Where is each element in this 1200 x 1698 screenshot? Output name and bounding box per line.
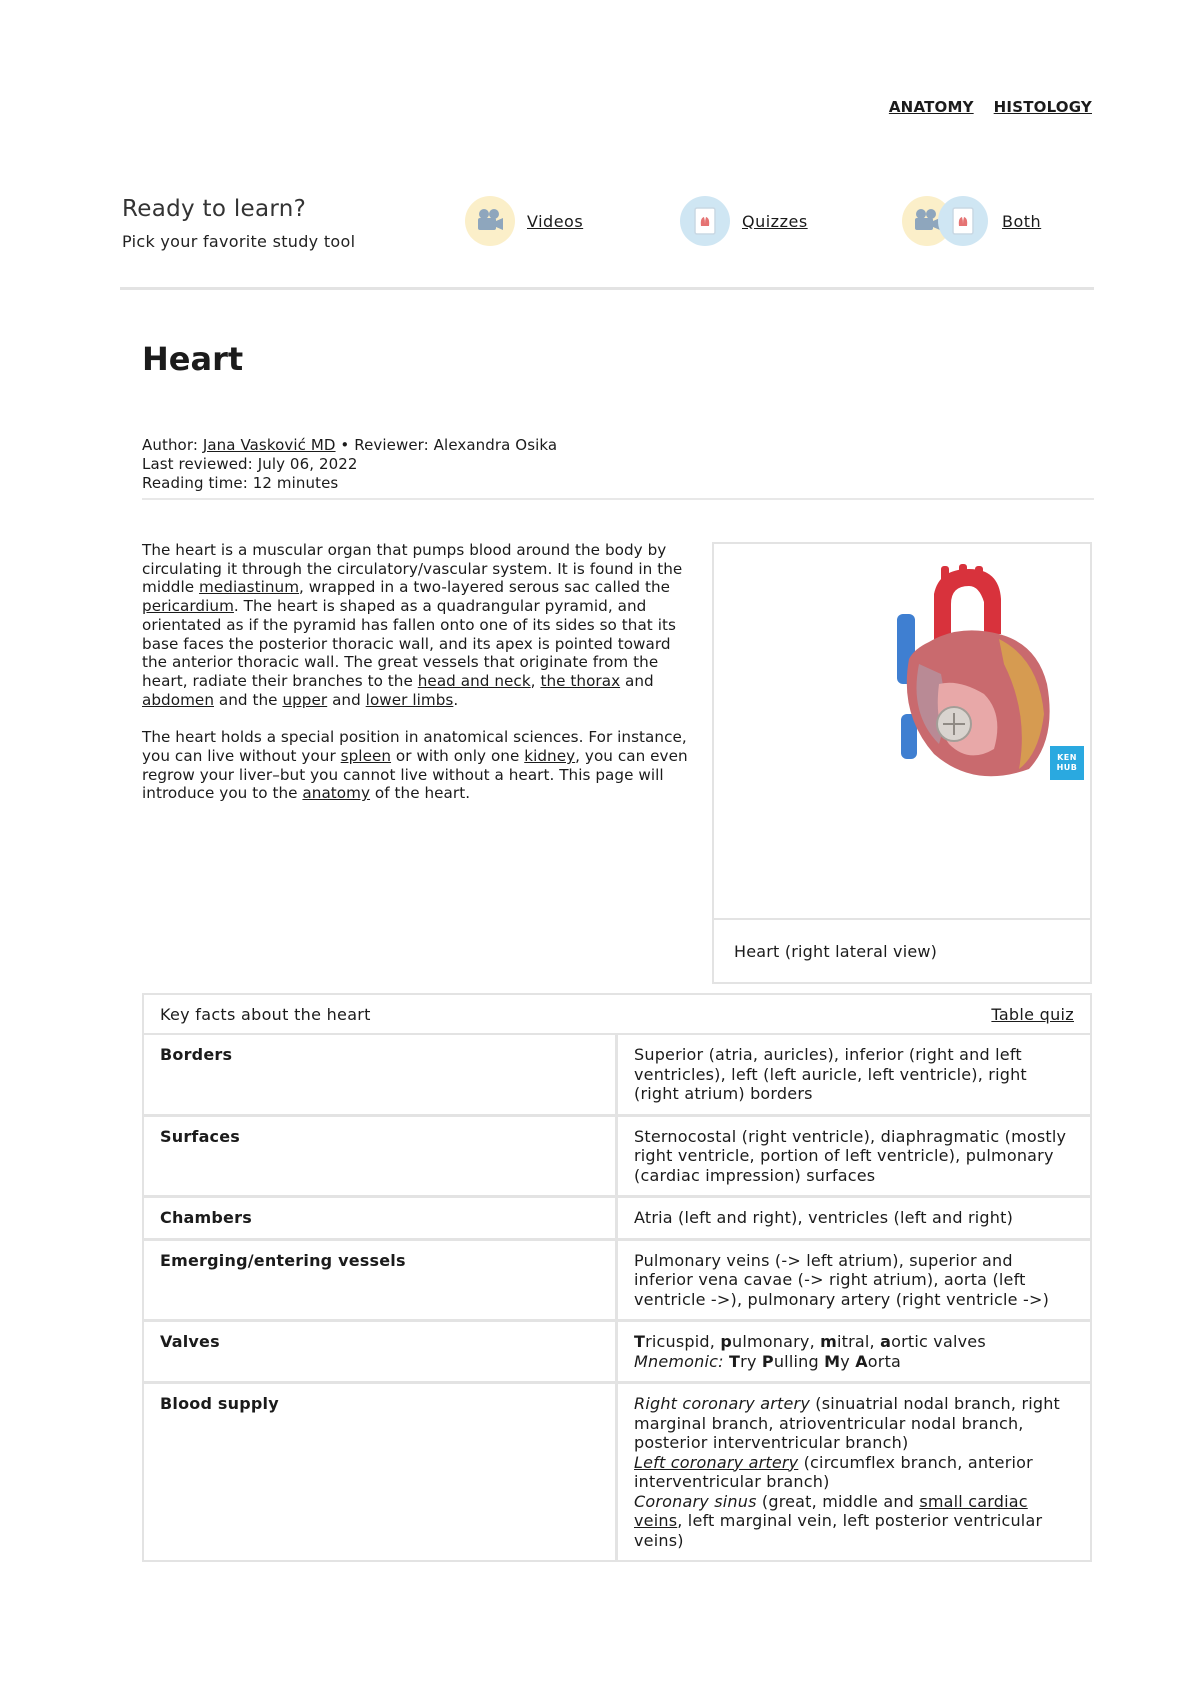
ready-subtitle: Pick your favorite study tool <box>122 232 356 251</box>
both-link[interactable]: Both <box>1002 211 1042 231</box>
author-label: Author: <box>142 436 203 454</box>
top-nav <box>889 98 1092 116</box>
author-link[interactable]: Jana Vasković MD <box>202 436 336 454</box>
table-row <box>144 1035 1090 1117</box>
meta-divider <box>142 498 1094 500</box>
row-key: Valves <box>144 1322 618 1381</box>
heart-figure <box>712 542 1092 984</box>
row-key: Blood supply <box>144 1384 618 1560</box>
left-coronary-artery-entry: Left coronary artery (circumflex branch, anterior interventricular branch) <box>634 1452 1033 1491</box>
lower-limbs-link[interactable]: lower limbs <box>365 690 454 709</box>
nav-histology-link[interactable]: HISTOLOGY <box>993 98 1092 116</box>
row-value: Sternocostal (right ventricle), diaphragmatic (mostly right ventricle, portion of left ventricle), pulmonary (cardiac impression) surfaces <box>634 1126 1067 1185</box>
anatomy-link[interactable]: anatomy <box>302 784 371 803</box>
valves-mnemonic: Mnemonic: Try Pulling My Aorta <box>634 1351 902 1371</box>
videos-link[interactable]: Videos <box>527 211 584 231</box>
table-row <box>144 1241 1090 1323</box>
coronary-sinus-entry: Coronary sinus (great, middle and small cardiac veins, left marginal vein, left posterior ventricular veins) <box>634 1491 1043 1550</box>
page-title: Heart <box>142 340 244 378</box>
spleen-link[interactable]: spleen <box>340 747 392 766</box>
kidney-link[interactable]: kidney <box>524 747 576 766</box>
left-coronary-artery-link[interactable]: Left coronary artery <box>634 1452 799 1472</box>
reading-time: Reading time: 12 minutes <box>142 474 339 492</box>
intro-text <box>142 541 692 803</box>
small-cardiac-veins-link[interactable]: small cardiac veins <box>634 1491 1028 1530</box>
figure-caption: Heart (right lateral view) <box>734 942 938 961</box>
article-meta <box>142 436 557 493</box>
pericardium-link[interactable]: pericardium <box>142 597 234 616</box>
quizzes-tool[interactable] <box>680 196 808 246</box>
upper-limb-link[interactable]: upper <box>282 690 328 709</box>
reviewer-text: • Reviewer: Alexandra Osika <box>335 436 558 454</box>
table-row <box>144 1322 1090 1384</box>
right-coronary-artery-entry: Right coronary artery (sinuatrial nodal branch, right marginal branch, atrioventricular nodal branch, posterior interventricular branch) <box>634 1394 1061 1452</box>
valves-list: Tricuspid, pulmonary, mitral, aortic valves <box>634 1332 986 1351</box>
table-row <box>144 1198 1090 1241</box>
key-facts-header <box>144 995 1090 1035</box>
heart-illustration[interactable] <box>879 564 1059 789</box>
quizzes-link[interactable]: Quizzes <box>742 211 808 231</box>
quiz-card-icon <box>938 196 988 246</box>
table-quiz-link[interactable]: Table quiz <box>991 1004 1074 1024</box>
row-key: Borders <box>144 1035 618 1114</box>
row-key: Surfaces <box>144 1117 618 1196</box>
intro-paragraph-1: The heart is a muscular organ that pumps blood around the body by circulating it through the circulatory/vascular system. It is found in the middle mediastinum, wrapped in a two-layered serous sac called the pericardium. The heart is shaped as a quadrangular pyramid, and orientated as if the pyramid has fallen onto one of its sides so that its base faces the posterior thoracic wall, and its apex is pointed toward the anterior thoracic wall. The great vessels that originate from the heart, radiate their branches to the head and neck, the thorax and abdomen and the upper and lower limbs. <box>142 541 683 709</box>
last-reviewed: Last reviewed: July 06, 2022 <box>142 455 358 473</box>
head-and-neck-link[interactable]: head and neck <box>417 671 531 690</box>
kenhub-logo: KEN HUB <box>1050 746 1084 780</box>
nav-anatomy-link[interactable]: ANATOMY <box>888 98 974 116</box>
heart-image-area[interactable] <box>714 544 1090 920</box>
key-facts-title: Key facts about the heart <box>160 1004 371 1024</box>
section-divider <box>120 287 1094 290</box>
table-row <box>144 1117 1090 1199</box>
row-value: Superior (atria, auricles), inferior (right and left ventricles), left (left auricle, left ventricle), right (right atrium) borders <box>634 1045 1027 1103</box>
row-value <box>618 1322 1090 1381</box>
row-value <box>618 1384 1090 1560</box>
table-row <box>144 1384 1090 1560</box>
row-key: Chambers <box>144 1198 618 1238</box>
abdomen-link[interactable]: abdomen <box>142 690 214 709</box>
both-tool[interactable] <box>902 196 1041 246</box>
thorax-link[interactable]: the thorax <box>540 671 621 690</box>
row-key: Emerging/entering vessels <box>144 1241 618 1320</box>
intro-paragraph-2: The heart holds a special position in anatomical sciences. For instance, you can live without your spleen or with only one kidney, you can even regrow your liver–but you cannot live without a heart. This page will introduce you to the anatomy of the heart. <box>142 728 688 803</box>
quiz-card-icon <box>680 196 730 246</box>
videos-tool[interactable] <box>465 196 583 246</box>
study-tool-intro <box>122 196 355 251</box>
ready-heading: Ready to learn? <box>122 196 307 222</box>
mediastinum-link[interactable]: mediastinum <box>199 578 300 597</box>
row-value: Atria (left and right), ventricles (left and right) <box>634 1208 1014 1227</box>
key-facts-table <box>142 993 1092 1562</box>
video-camera-icon <box>465 196 515 246</box>
row-value: Pulmonary veins (-> left atrium), superior and inferior vena cavae (-> right atrium), aorta (left ventricle ->), pulmonary artery (right ventricle ->) <box>634 1250 1050 1309</box>
